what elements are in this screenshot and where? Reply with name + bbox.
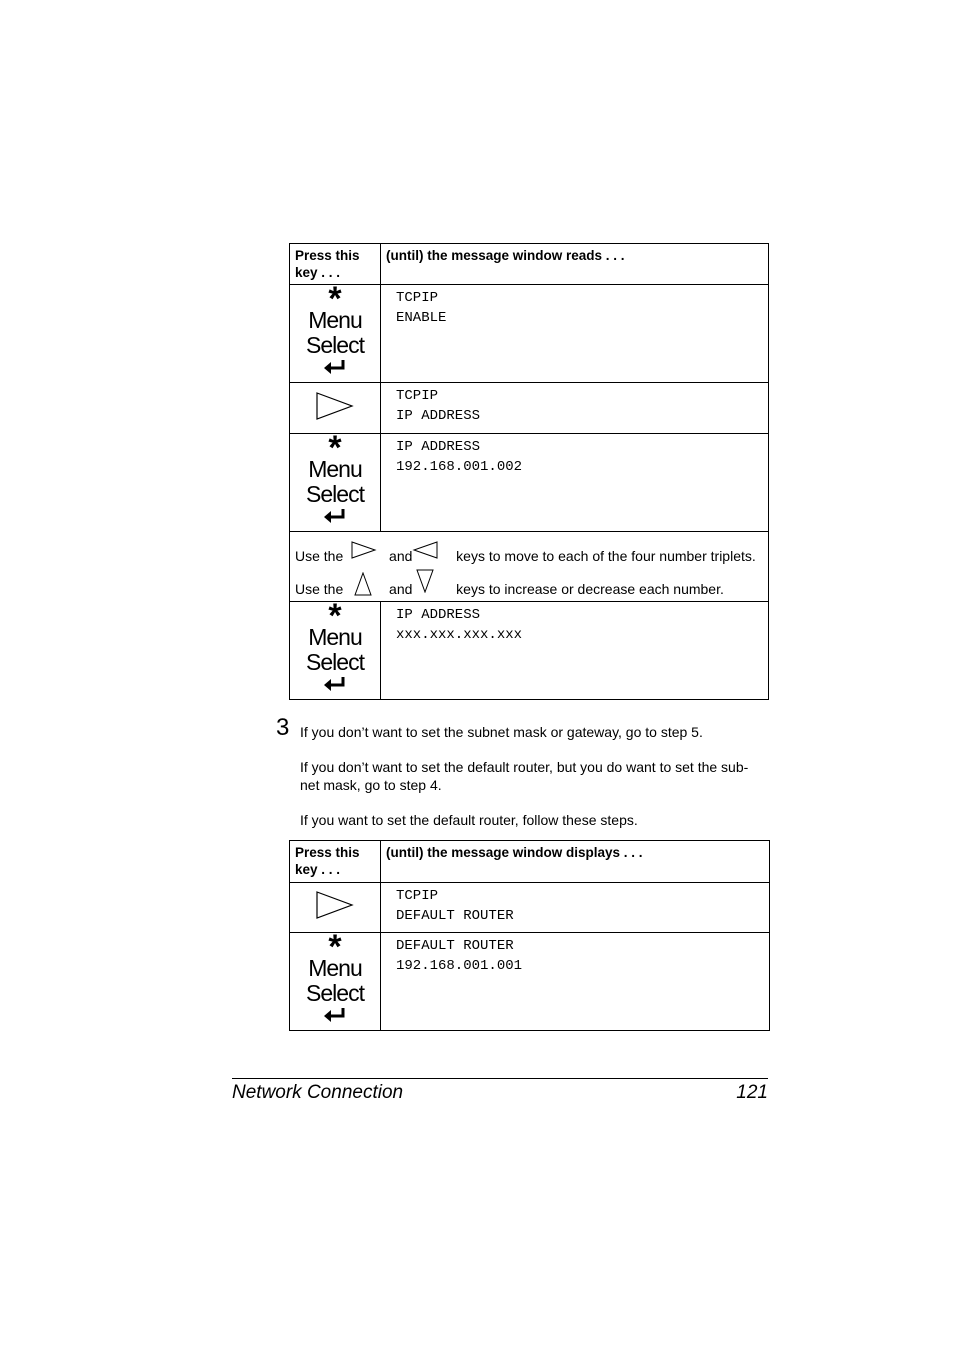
message-window: IP ADDRESS xxx.xxx.xxx.xxx xyxy=(381,602,769,700)
down-triangle-icon xyxy=(416,569,434,593)
message-window: DEFAULT ROUTER 192.168.001.001 xyxy=(381,933,770,1031)
header-key: Press this key . . . xyxy=(290,244,381,285)
footer-section-title: Network Connection xyxy=(232,1082,404,1103)
menu-select-key xyxy=(290,280,381,383)
menu-label: Menu xyxy=(308,624,362,650)
select-label: Select xyxy=(306,332,364,358)
step-paragraph-1: If you don’t want to set the subnet mask or gateway, go to step 5. xyxy=(300,724,703,740)
left-triangle-icon xyxy=(412,541,438,559)
key-sequence-table-2 xyxy=(289,840,770,1031)
enter-arrow-icon xyxy=(323,676,347,692)
up-triangle-icon xyxy=(354,572,372,596)
footer-rule xyxy=(232,1078,768,1079)
right-triangle-icon xyxy=(316,392,354,420)
step-number: 3 xyxy=(276,714,290,741)
menu-label: Menu xyxy=(308,307,362,333)
select-label: Select xyxy=(306,980,364,1006)
message-window: TCPIP IP ADDRESS xyxy=(381,383,769,434)
message-window: TCPIP ENABLE xyxy=(381,285,769,383)
enter-arrow-icon xyxy=(323,508,347,524)
menu-label: Menu xyxy=(308,955,362,981)
enter-arrow-icon xyxy=(323,359,347,375)
menu-select-key xyxy=(290,928,381,1031)
enter-arrow-icon xyxy=(323,1007,347,1023)
star-icon: * xyxy=(328,928,342,966)
menu-select-key xyxy=(290,429,381,532)
menu-select-key xyxy=(290,597,381,700)
right-arrow-key xyxy=(290,883,381,933)
message-window: IP ADDRESS 192.168.001.002 xyxy=(381,434,769,532)
menu-label: Menu xyxy=(308,456,362,482)
footer-page-number: 121 xyxy=(736,1082,768,1103)
key-sequence-table-1 xyxy=(289,243,769,700)
header-message: (until) the message window reads . . . xyxy=(381,244,769,285)
header-message: (until) the message window displays . . . xyxy=(381,841,770,883)
right-triangle-icon xyxy=(351,541,377,559)
message-window: TCPIP DEFAULT ROUTER xyxy=(381,883,770,933)
star-icon: * xyxy=(328,597,342,635)
star-icon: * xyxy=(328,280,342,318)
step-paragraph-2: If you don’t want to set the default router, but you do want to set the sub- net mask, go to step 4. xyxy=(300,759,749,793)
star-icon: * xyxy=(328,429,342,467)
right-triangle-icon xyxy=(316,891,354,919)
select-label: Select xyxy=(306,481,364,507)
step-paragraph-3: If you want to set the default router, follow these steps. xyxy=(300,812,638,828)
select-label: Select xyxy=(306,649,364,675)
right-arrow-key xyxy=(290,383,381,434)
arrow-keys-instructions: Use the and keys to move to each of the four number triplets. Use the and keys to increase or decrease each number. xyxy=(290,532,769,602)
header-key: Press this key . . . xyxy=(290,841,381,883)
